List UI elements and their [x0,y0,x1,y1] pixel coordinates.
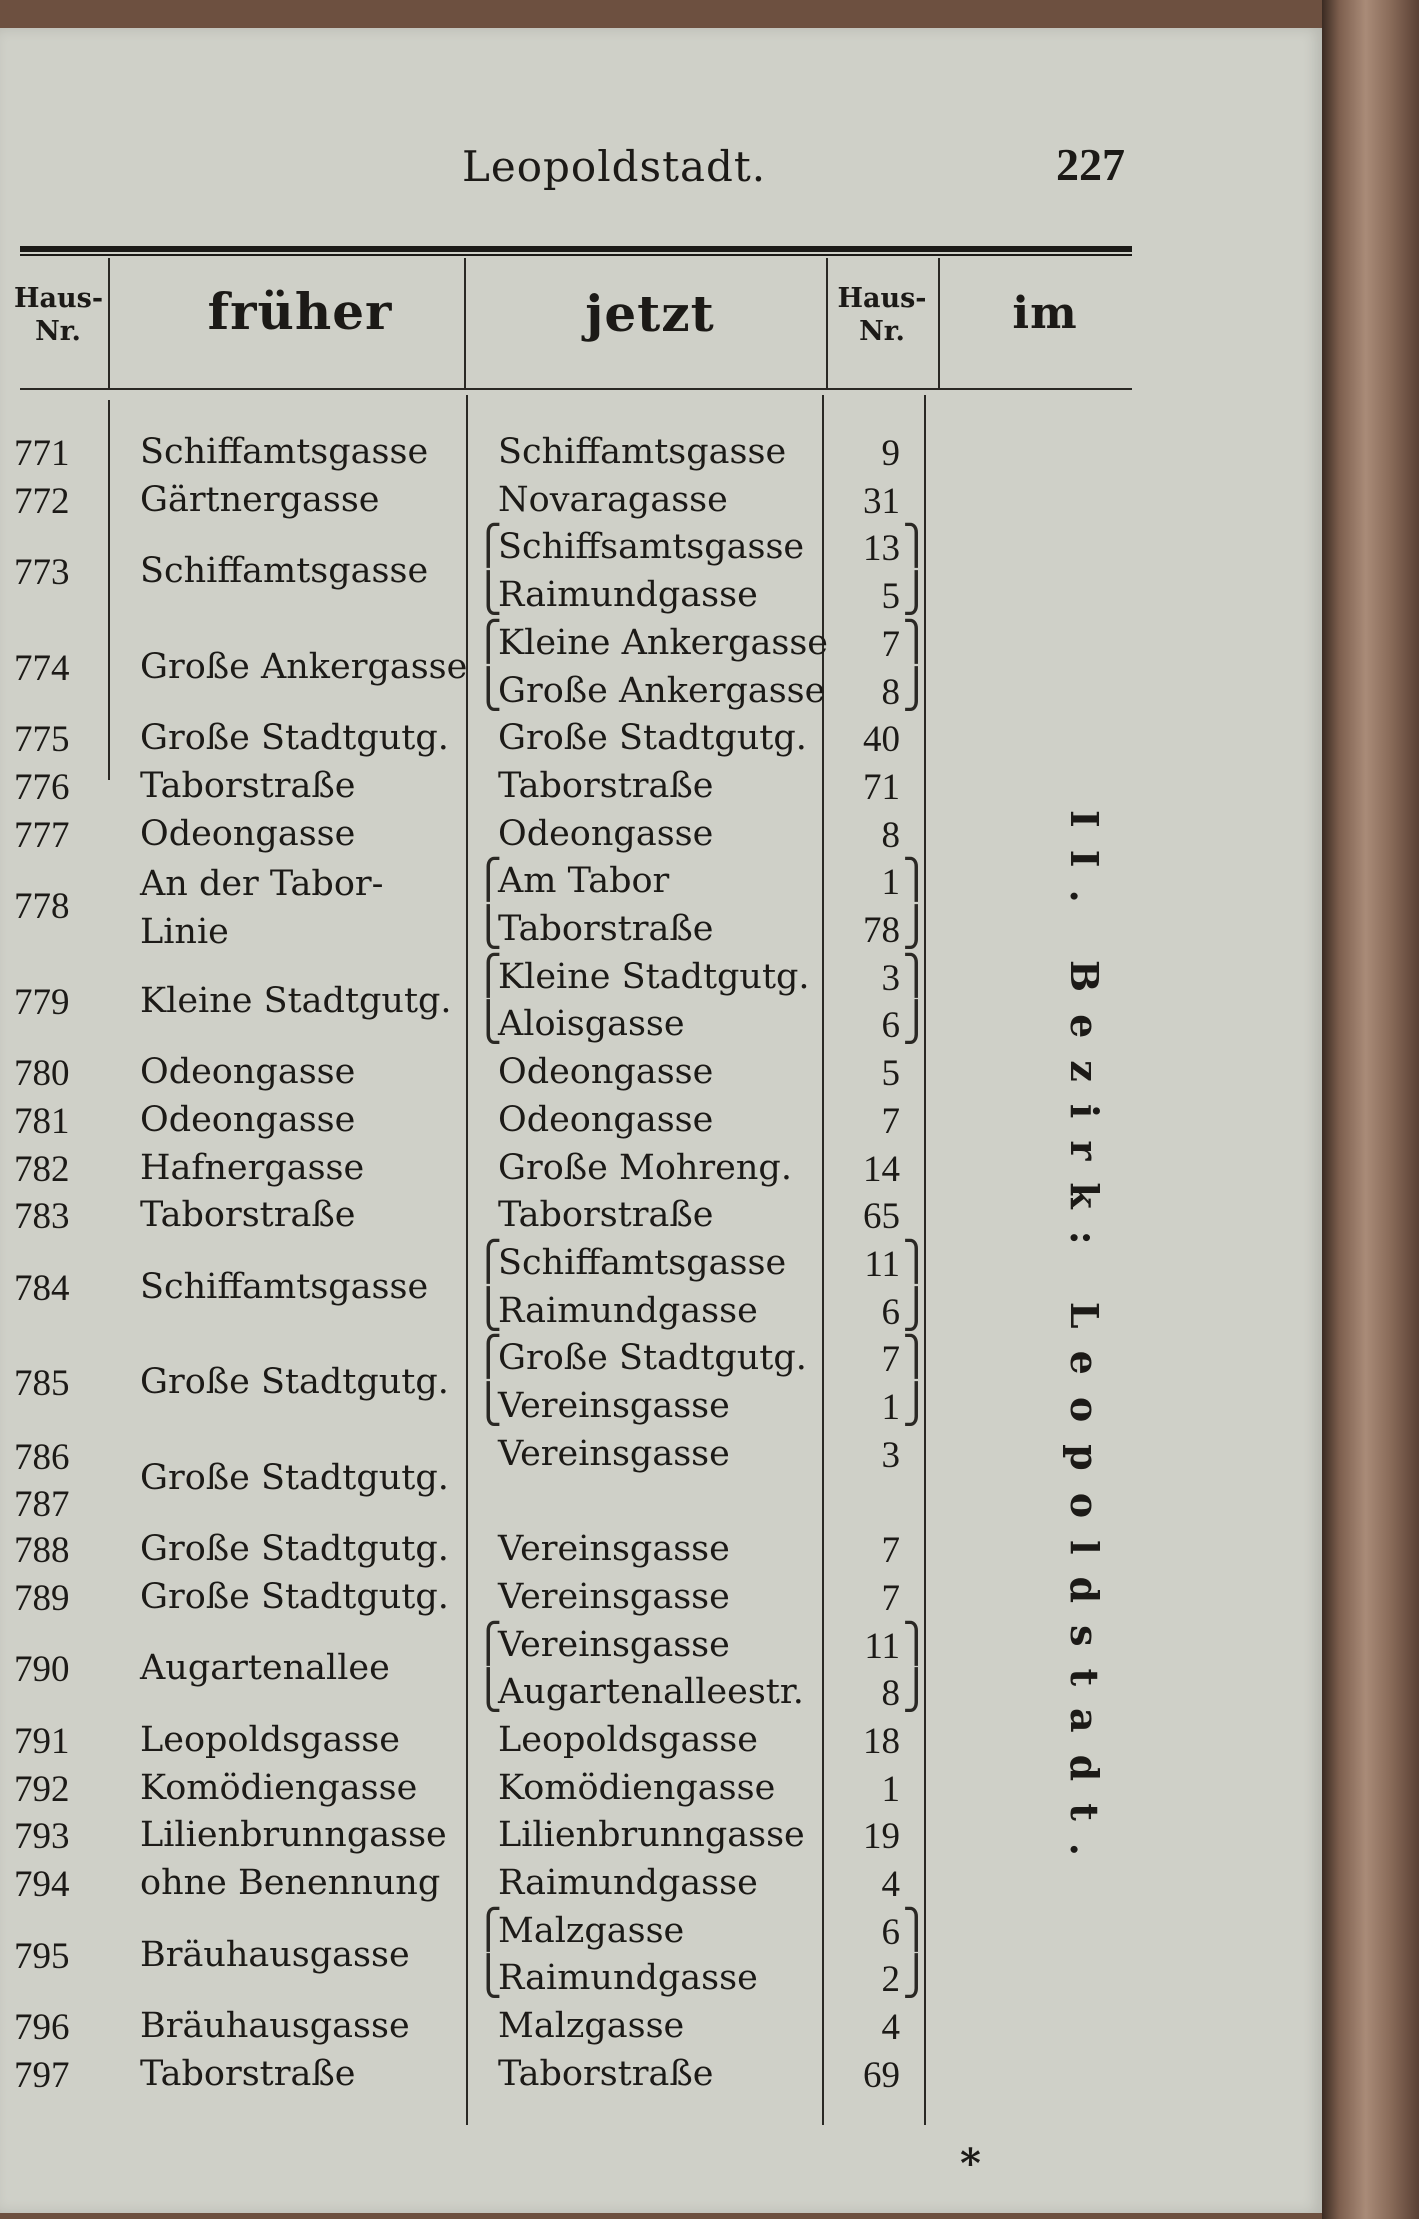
grouping-brace: ⎭ [474,666,503,711]
grouping-brace: ⎭ [474,1000,503,1045]
grouping-brace: ⎫ [474,1906,503,1951]
grouping-brace: ⎭ [902,1954,931,1999]
former-street-name: Hafnergasse [140,1147,365,1188]
current-street-name: Augartenalleestr. [498,1672,804,1713]
grouping-brace: ⎫ [474,1238,503,1283]
former-street-name: Bräuhausgasse [140,2006,410,2047]
former-street-name: Große Stadtgutg. [140,718,449,759]
former-street-name: Komödiengasse [140,1767,418,1808]
old-house-number: 796 [14,2007,70,2049]
old-house-number: 781 [14,1100,70,1142]
old-house-number: 777 [14,814,70,856]
old-house-number: 784 [14,1267,70,1309]
new-house-number: 3 [881,1434,900,1476]
column-header-haus-nr-old: Haus- Nr. [14,283,104,347]
current-street-name: Raimundgasse [498,1863,758,1903]
old-house-number: 773 [14,552,70,594]
new-house-number: 1 [881,1768,900,1810]
old-house-number: 776 [14,766,70,808]
grouping-brace: ⎭ [474,1668,503,1713]
old-house-number: 793 [14,1816,70,1858]
old-house-number: 775 [14,719,70,761]
grouping-brace: ⎭ [474,1286,503,1331]
current-street-name: Kleine Ankergasse [498,622,829,663]
new-house-number: 65 [863,1196,900,1238]
header-divider-3 [826,258,828,388]
header-divider-4 [938,258,940,388]
current-street-name: Malzgasse [498,2006,685,2047]
current-street-name: Lilienbrunngasse [498,1815,805,1856]
former-street-name: ohne Benennung [140,1863,441,1903]
current-street-name: Leopoldsgasse [498,1719,758,1760]
current-street-name: Odeongasse [498,813,714,854]
grouping-brace: ⎫ [474,618,503,663]
new-house-number: 7 [881,1577,900,1619]
grouping-brace: ⎭ [902,1000,931,1045]
page-title: Leopoldstadt. [462,142,767,191]
grouping-brace: ⎫ [902,1620,931,1665]
grouping-brace: ⎫ [902,1238,931,1283]
footer-asterisk: * [960,2140,981,2187]
new-house-number: 71 [863,766,900,808]
former-street-name: Odeongasse [140,1052,356,1093]
former-street-name: Schiffamtsgasse [140,432,429,472]
grouping-brace: ⎫ [474,523,503,568]
former-street-name: Große Stadtgutg. [140,1576,449,1617]
former-street-name: Kleine Stadtgutg. [140,980,452,1021]
grouping-brace: ⎭ [902,1286,931,1331]
current-street-name: Große Mohreng. [498,1147,792,1188]
old-house-number: 778 [14,886,70,928]
current-street-name: Schiffsamtsgasse [498,527,805,568]
new-house-number: 6 [881,1911,900,1953]
new-house-number: 9 [881,433,900,474]
old-house-number: 783 [14,1196,70,1238]
current-street-name: Vereinsgasse [498,1433,730,1474]
old-house-number: 790 [14,1649,70,1691]
grouping-brace: ⎫ [902,523,931,568]
current-street-name: Odeongasse [498,1052,714,1093]
former-street-name: Große Stadtgutg. [140,1362,449,1403]
grouping-brace: ⎭ [902,571,931,616]
current-street-name: Kleine Stadtgutg. [498,956,810,997]
new-house-number: 5 [881,1053,900,1095]
new-house-number: 13 [863,528,900,570]
new-house-number: 31 [863,480,900,522]
former-street-name: Augartenallee [140,1648,390,1689]
grouping-brace: ⎭ [474,1954,503,1999]
current-street-name: Vereinsgasse [498,1624,730,1665]
current-street-name: Aloisgasse [498,1004,685,1045]
new-house-number: 7 [881,623,900,665]
former-street-name: Taborstraße [140,1195,356,1236]
current-street-name: Große Stadtgutg. [498,718,807,759]
old-house-number: 780 [14,1053,70,1095]
current-street-name: Große Stadtgutg. [498,1338,807,1379]
new-house-number: 8 [881,814,900,856]
new-house-number: 18 [863,1720,900,1762]
current-street-name: Taborstraße [498,909,714,949]
current-street-name: Schiffamtsgasse [498,1242,787,1283]
new-house-number: 11 [864,1625,900,1667]
old-house-number: 779 [14,981,70,1023]
grouping-brace: ⎫ [902,952,931,997]
current-street-name: Raimundgasse [498,575,758,616]
new-house-number: 7 [881,1339,900,1381]
new-house-number: 2 [881,1959,900,2001]
grouping-brace: ⎭ [902,1382,931,1426]
old-house-number: 789 [14,1577,70,1619]
body-divider-old-nr [108,400,110,780]
new-house-number: 4 [881,2007,900,2049]
current-street-name: Schiffamtsgasse [498,432,787,472]
grouping-brace: ⎫ [902,857,931,902]
new-house-number: 6 [881,1005,900,1047]
former-street-name: Gärtnergasse [140,479,380,520]
current-street-name: Raimundgasse [498,1290,758,1331]
grouping-brace: ⎭ [902,905,931,949]
old-house-number: 788 [14,1530,70,1572]
current-street-name: Raimundgasse [498,1958,758,1999]
old-house-number: 771 [14,433,70,474]
new-house-number: 8 [881,1673,900,1715]
grouping-brace: ⎭ [474,1382,503,1426]
old-house-number: 772 [14,480,70,522]
new-house-number: 8 [881,671,900,713]
header-rule-thick [20,246,1132,252]
former-street-name: Große Stadtgutg. [140,1529,449,1570]
page-number: 227 [1056,139,1125,190]
current-street-name: Vereinsgasse [498,1576,730,1617]
column-header-frueher: früher [207,282,393,341]
header-divider-1 [108,258,110,388]
column-header-jetzt: jetzt [585,284,715,343]
former-street-name: Große Ankergasse [140,646,468,687]
new-house-number: 14 [863,1148,900,1190]
column-header-rule [20,388,1132,390]
new-house-number: 3 [881,957,900,999]
current-street-name: Komödiengasse [498,1767,776,1808]
new-house-number: 11 [864,1243,900,1285]
former-street-name: Taborstraße [140,2053,356,2094]
new-house-number: 6 [881,1291,900,1333]
current-street-name: Novaragasse [498,479,728,520]
current-street-name: Taborstraße [498,765,714,806]
former-street-name: Odeongasse [140,813,356,854]
former-street-name: Leopoldsgasse [140,1719,400,1760]
header-rule-thin [20,254,1132,256]
grouping-brace: ⎭ [474,905,503,949]
old-house-number: 791 [14,1720,70,1762]
old-house-number: 774 [14,647,70,689]
old-house-number: 795 [14,1935,70,1977]
current-street-name: Taborstraße [498,2053,714,2094]
old-house-number: 792 [14,1768,70,1810]
column-header-im: im [1012,288,1078,339]
grouping-brace: ⎫ [474,857,503,902]
new-house-number: 7 [881,1100,900,1142]
book-page-edge [1322,0,1419,2219]
former-street-name: Bräuhausgasse [140,1934,410,1975]
current-street-name: Odeongasse [498,1099,714,1140]
new-house-number: 4 [881,1864,900,1905]
header-divider-2 [464,258,466,388]
former-street-name: Schiffamtsgasse [140,1266,429,1307]
old-house-number: 797 [14,2054,70,2096]
former-street-name: Taborstraße [140,765,356,806]
new-house-number: 69 [863,2054,900,2096]
former-street-name: Lilienbrunngasse [140,1815,447,1856]
grouping-brace: ⎫ [474,1620,503,1665]
current-street-name: Am Tabor [498,861,670,902]
grouping-brace: ⎫ [474,1334,503,1379]
new-house-number: 78 [863,910,900,951]
grouping-brace: ⎫ [474,952,503,997]
former-street-name: An der Tabor- Linie [140,864,384,952]
old-house-number: 785 [14,1363,70,1405]
new-house-number: 1 [881,862,900,904]
grouping-brace: ⎭ [902,666,931,711]
new-house-number: 5 [881,576,900,618]
new-house-number: 1 [881,1387,900,1428]
former-street-name: Große Stadtgutg. [140,1457,449,1498]
new-house-number: 7 [881,1530,900,1572]
former-street-name: Odeongasse [140,1099,356,1140]
grouping-brace: ⎭ [902,1668,931,1713]
current-street-name: Taborstraße [498,1195,714,1236]
grouping-brace: ⎫ [902,1334,931,1379]
column-header-haus-nr-new: Haus- Nr. [837,283,927,347]
current-street-name: Vereinsgasse [498,1529,730,1570]
grouping-brace: ⎭ [474,571,503,616]
old-house-number: 782 [14,1148,70,1190]
former-street-name: Schiffamtsgasse [140,551,429,592]
current-street-name: Malzgasse [498,1910,685,1951]
current-street-name: Vereinsgasse [498,1386,730,1426]
grouping-brace: ⎫ [902,618,931,663]
new-house-number: 19 [863,1816,900,1858]
old-house-number: 794 [14,1864,70,1905]
district-side-label: II. Bezirk: Leopoldstadt. [1062,810,1107,1879]
new-house-number: 40 [863,719,900,761]
old-house-number: 786 787 [14,1436,70,1526]
grouping-brace: ⎫ [902,1906,931,1951]
current-street-name: Große Ankergasse [498,670,826,711]
